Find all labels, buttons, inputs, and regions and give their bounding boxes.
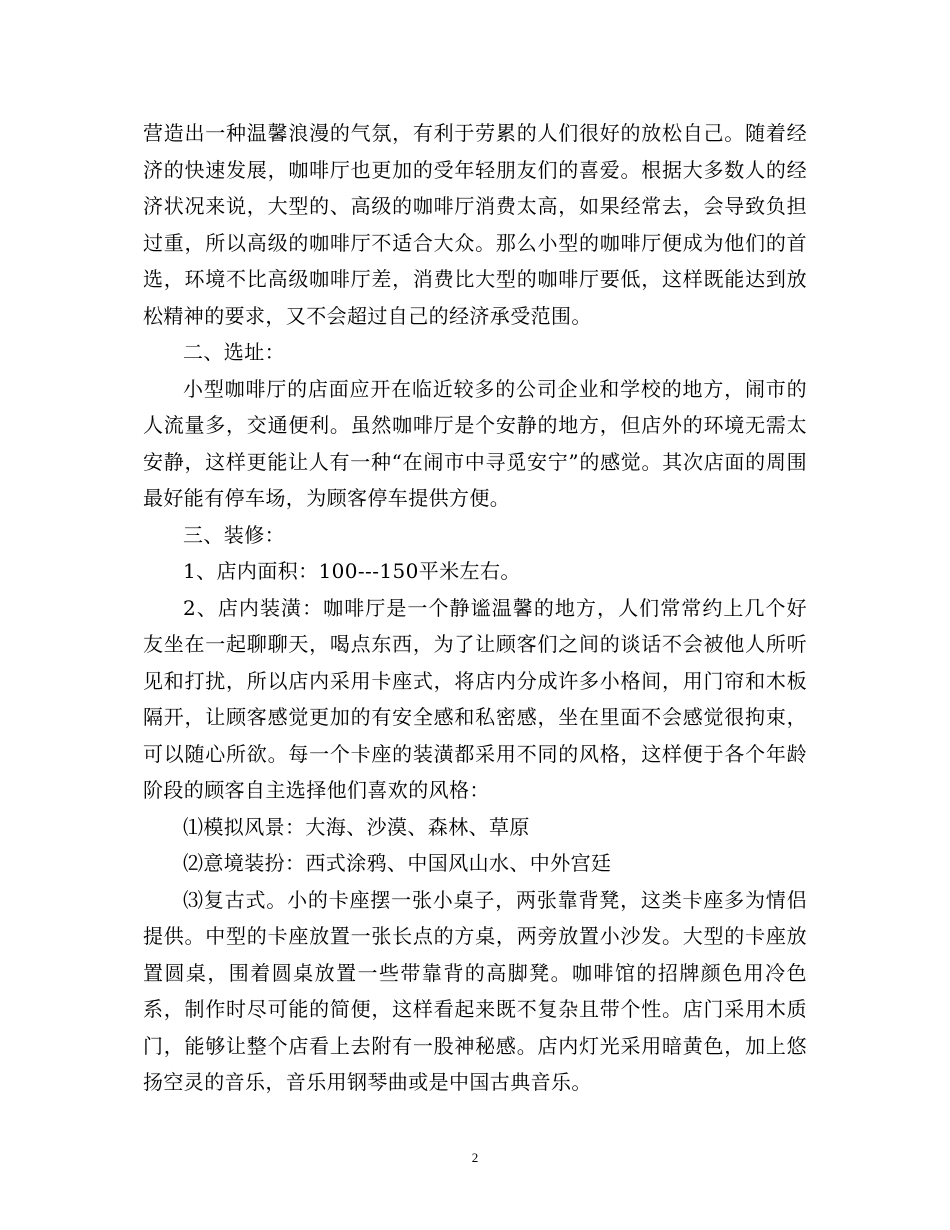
- paragraph-location: 小型咖啡厅的店面应开在临近较多的公司企业和学校的地方，闹市的人流量多，交通便利。虽然咖啡厅是个安静的地方，但店外的环境无需太安静，这样更能让人有一种“在闹市中寻觅安宁”的感觉。其次店面的周围最好能有停车场，为顾客停车提供方便。: [143, 376, 807, 510]
- list-item-artistic: ⑵意境装扮：西式涂鸦、中国风山水、中外宫廷: [183, 851, 612, 875]
- paragraph-area: 1、店内面积：100---150平米左右。: [183, 559, 521, 583]
- paragraph-ambience: 营造出一种温馨浪漫的气氛，有利于劳累的人们很好的放松自己。随着经济的快速发展，咖啡厅也更加的受年轻朋友们的喜爱。根据大多数人的经济状况来说，大型的、高级的咖啡厅消费太高，如果经常去，会导致负担过重，所以高级的咖啡厅不适合大众。那么小型的咖啡厅便成为他们的首选，环境不比高级咖啡厅差，消费比大型的咖啡厅要低，这样既能达到放松精神的要求，又不会超过自己的经济承受范围。: [143, 121, 807, 328]
- heading-decoration: 三、装修：: [183, 522, 285, 547]
- heading-location: 二、选址：: [183, 340, 285, 364]
- list-item-retro: ⑶复古式。小的卡座摆一张小桌子，两张靠背凳，这类卡座多为情侣提供。中型的卡座放置一张长点的方桌，两旁放置小沙发。大型的卡座放置圆桌，围着圆桌放置一些带靠背的高脚凳。咖啡馆的招牌颜色用冷色系，制作时尽可能的简便，这样看起来既不复杂且带个性。店门采用木质门，能够让整个店看上去附有一股神秘感。店内灯光采用暗黄色，加上悠扬空灵的音乐，音乐用钢琴曲或是中国古典音乐。: [143, 887, 807, 1094]
- list-item-scenery: ⑴模拟风景：大海、沙漠、森林、草原: [183, 814, 530, 839]
- paragraph-interior: 2、店内装潢：咖啡厅是一个静谧温馨的地方，人们常常约上几个好友坐在一起聊聊天，喝点东西，为了让顾客们之间的谈话不会被他人所听见和打扰，所以店内采用卡座式，将店内分成许多小格间，用门帘和木板隔开，让顾客感觉更加的有安全感和私密感，坐在里面不会感觉很拘束，可以随心所欲。每一个卡座的装潢都采用不同的风格，这样便于各个年龄阶段的顾客自主选择他们喜欢的风格：: [143, 595, 807, 802]
- page-number: 2: [471, 1150, 479, 1165]
- document-body: [143, 115, 807, 1101]
